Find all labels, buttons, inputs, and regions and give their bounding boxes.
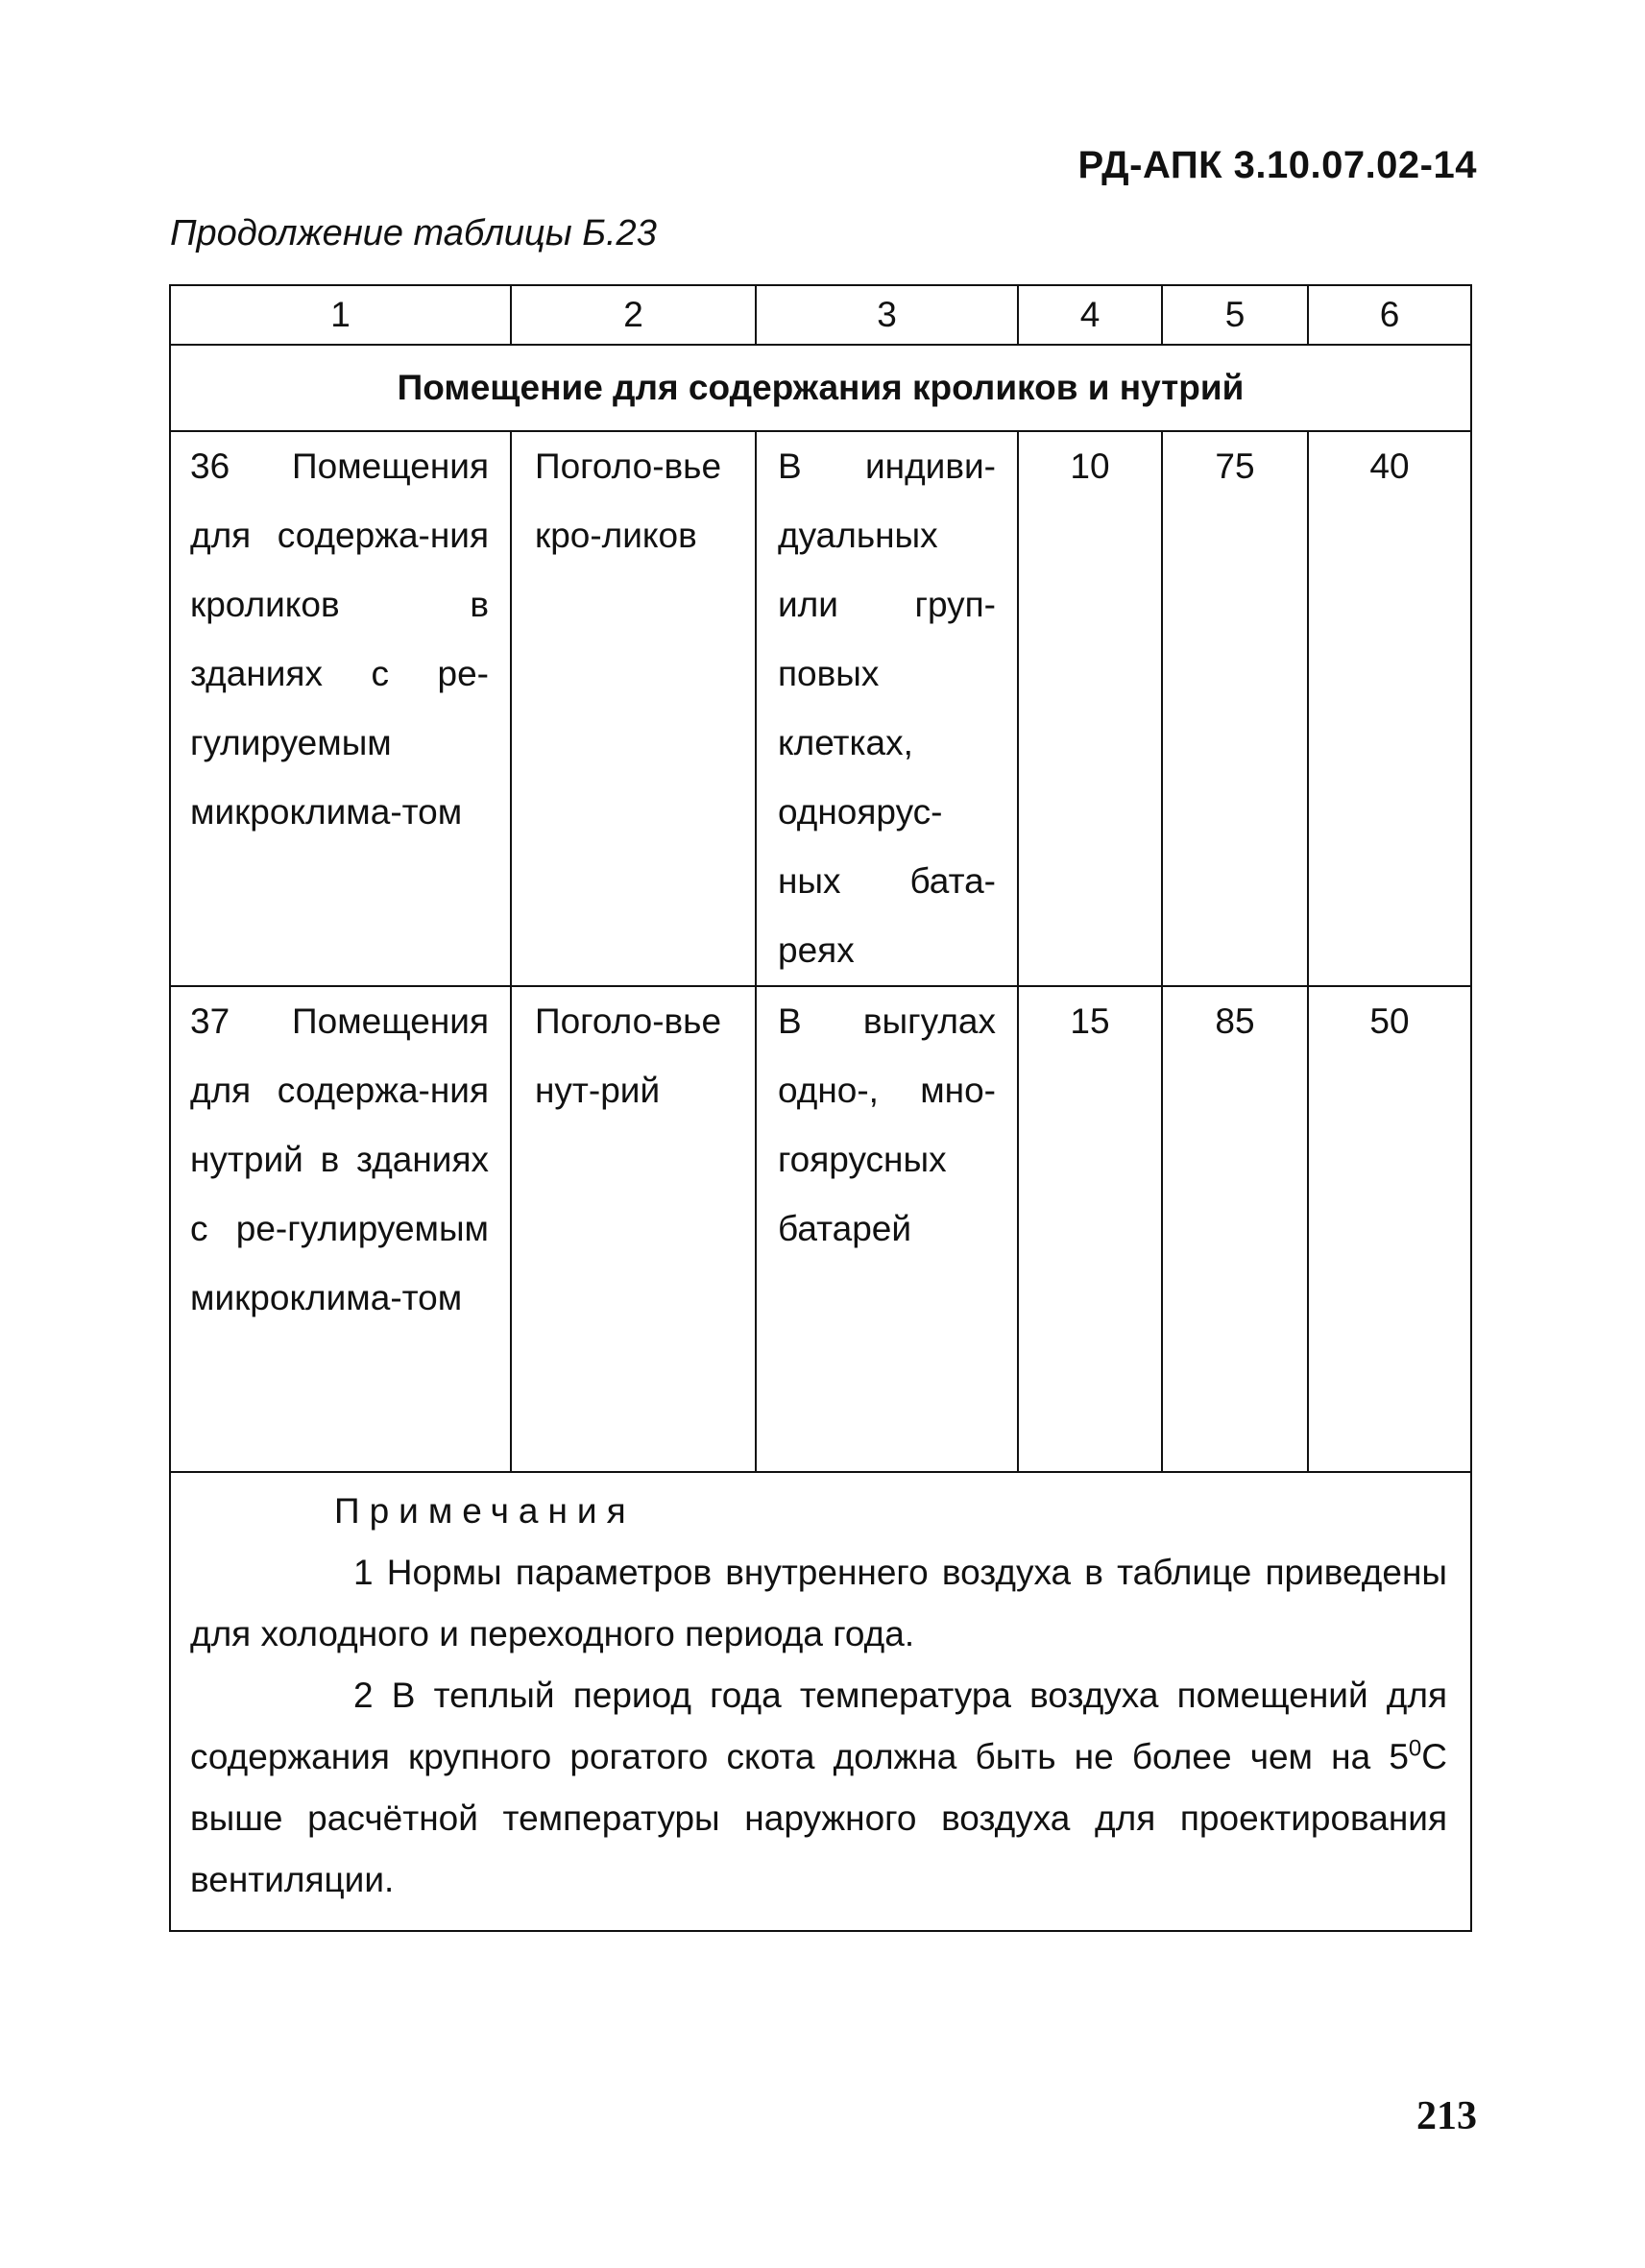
- value-col6-cell: 40: [1308, 431, 1471, 986]
- note-2-text-start: 2 В теплый период года температура воздуха помещений для содержания крупного рогатого скота должна быть не более чем на 5: [190, 1676, 1447, 1776]
- notes-cell: [170, 1472, 1471, 1931]
- note-1: 1 Нормы параметров внутреннего воздуха в таблице приведены для холодного и переходного периода года.: [190, 1553, 1447, 1653]
- notes-title: Примечания: [334, 1491, 636, 1531]
- value-col4-cell: 10: [1018, 431, 1162, 986]
- section-header-row: [170, 345, 1471, 431]
- note-2-degree: 0: [1408, 1735, 1422, 1762]
- document-code: РД-АПК 3.10.07.02-14: [1077, 144, 1477, 186]
- room-type-cell: 36 Помещения для содержа-ния кроликов в зданиях с ре-гулируемым микроклима-том: [170, 431, 511, 986]
- column-number-3: 3: [756, 285, 1018, 345]
- livestock-cell: Поголо-вье кро-ликов: [511, 431, 756, 986]
- value-col4-cell: 15: [1018, 986, 1162, 1472]
- value-col5-cell: 85: [1162, 986, 1308, 1472]
- column-number-1: 1: [170, 285, 511, 345]
- column-number-2: 2: [511, 285, 756, 345]
- page-number: 213: [1416, 2094, 1477, 2138]
- value-col6-cell: 50: [1308, 986, 1471, 1472]
- parameters-table: [169, 284, 1472, 1932]
- column-number-4: 4: [1018, 285, 1162, 345]
- column-number-5: 5: [1162, 285, 1308, 345]
- housing-method-cell: В выгулах одно-, мно-гоярусных батарей: [756, 986, 1018, 1472]
- table-caption: Продолжение таблицы Б.23: [170, 213, 657, 253]
- note-2-text-end: С выше расчётной температуры наружного воздуха для проектирования вентиляции.: [190, 1737, 1447, 1899]
- notes-row: [170, 1472, 1471, 1931]
- room-type-cell: 37 Помещения для содержа-ния нутрий в зданиях с ре-гулируемым микроклима-том: [170, 986, 511, 1472]
- livestock-cell: Поголо-вье нут-рий: [511, 986, 756, 1472]
- column-number-6: 6: [1308, 285, 1471, 345]
- value-col5-cell: 75: [1162, 431, 1308, 986]
- note-2: [190, 1665, 1447, 1911]
- column-number-row: [170, 285, 1471, 345]
- table-row: [170, 986, 1471, 1472]
- housing-method-cell: В индиви-дуальных или груп-повых клетках, одноярус-ных бата-реях: [756, 431, 1018, 986]
- table-row: [170, 431, 1471, 986]
- section-title: Помещение для содержания кроликов и нутрий: [170, 345, 1471, 431]
